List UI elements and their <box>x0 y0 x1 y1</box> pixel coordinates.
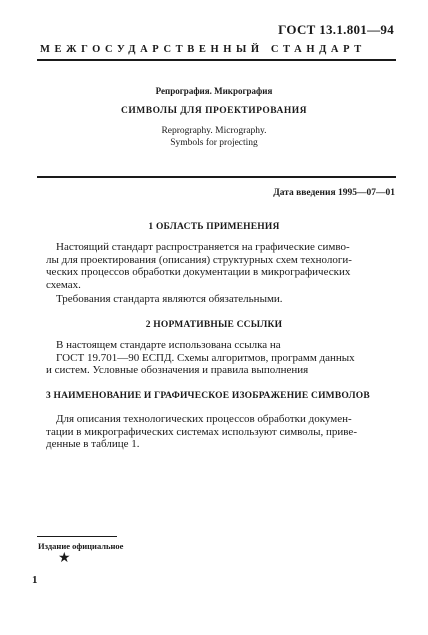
section-3-line: денные в таблице 1. <box>46 438 140 451</box>
title-en: Symbols for projecting <box>170 138 258 148</box>
section-3-line: тации в микрографических системах используют символы, приве- <box>46 425 357 438</box>
section-3-heading: 3 НАИМЕНОВАНИЕ И ГРАФИЧЕСКОЕ ИЗОБРАЖЕНИЕ СИМВОЛОВ <box>46 391 370 401</box>
section-1-line: ческих процессов обработки документации в микрографических <box>46 266 351 279</box>
section-1-heading: 1 ОБЛАСТЬ ПРИМЕНЕНИЯ <box>148 222 280 232</box>
subtitle-ru: Репрография. Микрография <box>155 86 273 96</box>
section-2-paragraph <box>46 339 394 377</box>
edition-note: Издание официальное <box>38 541 124 551</box>
section-1-line: Настоящий стандарт распространяется на графические симво- <box>56 241 350 253</box>
title-ru: СИМВОЛЫ ДЛЯ ПРОЕКТИРОВАНИЯ <box>121 106 307 116</box>
section-2-line: В настоящем стандарте использована ссылка на <box>56 339 281 351</box>
star-icon: ★ <box>58 551 71 566</box>
middle-rule <box>37 176 396 178</box>
section-2-line: и систем. Условные обозначения и правила выполнения <box>46 364 309 377</box>
section-1-requirement: Требования стандарта являются обязательными. <box>56 293 283 305</box>
section-1-paragraph <box>46 241 394 291</box>
section-3-paragraph <box>46 413 394 451</box>
section-2-heading: 2 НОРМАТИВНЫЕ ССЫЛКИ <box>145 320 283 330</box>
subtitle-en: Reprography. Micrography. <box>161 126 267 136</box>
section-1-paragraph-2 <box>46 293 394 306</box>
section-3-line: Для описания технологических процессов обработки докумен- <box>56 413 352 425</box>
section-2-line: ГОСТ 19.701—90 ЕСПД. Схемы алгоритмов, программ данных <box>56 351 355 364</box>
gost-code: ГОСТ 13.1.801—94 <box>278 22 394 37</box>
footer-rule <box>37 536 117 537</box>
standard-type: МЕЖГОСУДАРСТВЕННЫЙ СТАНДАРТ <box>40 44 366 55</box>
section-1-line: схемах. <box>46 278 81 291</box>
section-1-line: лы для проектирования (описания) структурных схем технологи- <box>46 253 352 266</box>
intro-date: Дата введения 1995—07—01 <box>273 188 395 198</box>
page-number: 1 <box>32 574 38 586</box>
top-rule <box>37 59 396 61</box>
